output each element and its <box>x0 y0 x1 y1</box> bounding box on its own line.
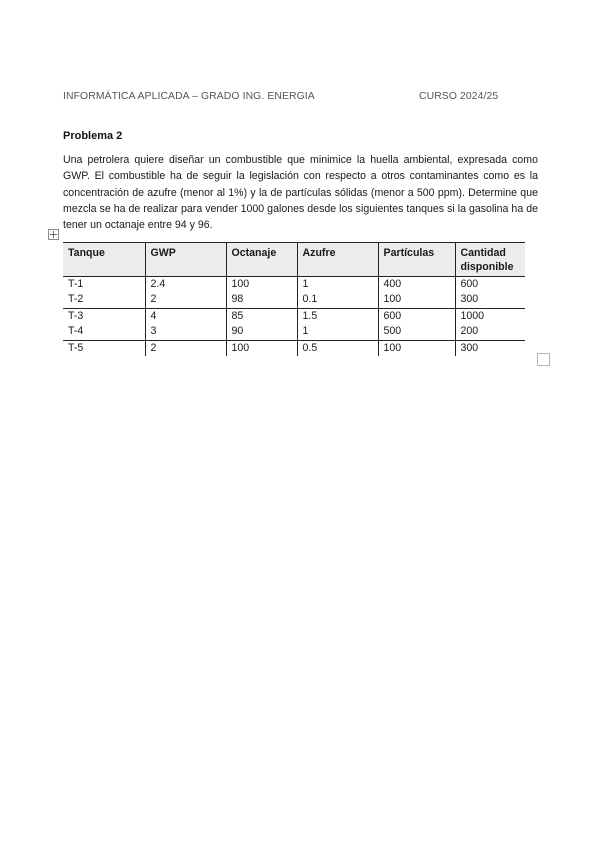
column-header-gwp: GWP <box>145 243 226 277</box>
header-course-title: INFORMÁTICA APLICADA – GRADO ING. ENERGIA <box>63 91 315 102</box>
table-row <box>63 277 525 293</box>
table-cell: 1000 <box>455 308 525 324</box>
table-move-handle-icon[interactable] <box>48 229 59 240</box>
header-course-year: CURSO 2024/25 <box>419 91 499 102</box>
problem-statement: Una petrolera quiere diseñar un combustible que minimice la huella ambiental, expresada como GWP. El combustible ha de seguir la legislación con respecto a otros contaminantes como es la concentración de azufre (menor al 1%) y la de partículas sólidas (menor a 500 ppm). Determine que mezcla se ha de realizar para vender 1000 galones desde los siguientes tanques si la gasolina ha de tener un octanaje entre 94 y 96. <box>63 154 538 232</box>
table-cell: 100 <box>226 277 297 293</box>
table-cell: T-1 <box>68 278 84 290</box>
column-header-azufre: Azufre <box>297 243 378 277</box>
table-cell: 2.4 <box>145 277 226 293</box>
table-cell: T-5 <box>63 340 145 356</box>
table-cell: T-4 <box>68 325 84 338</box>
tanks-table <box>63 242 525 356</box>
table-cell: 2 <box>145 292 226 308</box>
table-cell: 200 <box>455 324 525 340</box>
table-cell: 300 <box>455 292 525 308</box>
column-header-tanque: Tanque <box>63 243 145 277</box>
table-row <box>63 340 525 356</box>
problem-title: Problema 2 <box>63 130 123 142</box>
table-cell: 0.5 <box>297 340 378 356</box>
table-cell: T-3 <box>63 308 145 324</box>
column-header-cantidad: Cantidad disponible <box>455 243 525 277</box>
table-row <box>63 292 525 308</box>
table-cell: 500 <box>378 324 455 340</box>
page-header <box>63 91 533 102</box>
table-cell: 0.1 <box>297 292 378 308</box>
table-row <box>63 324 525 340</box>
table-cell: 400 <box>378 277 455 293</box>
column-header-particulas: Partículas <box>378 243 455 277</box>
table-cell: 3 <box>145 324 226 340</box>
table-cell: 1 <box>297 277 378 293</box>
table-cell: 90 <box>226 324 297 340</box>
table-row <box>63 308 525 324</box>
table-cell: 98 <box>226 292 297 308</box>
table-cell: T-2 <box>68 293 84 306</box>
table-cell: 1 <box>297 324 378 340</box>
table-cell: 2 <box>145 340 226 356</box>
table-header-row <box>63 243 525 277</box>
table-cell: 600 <box>455 277 525 293</box>
table-cell: 4 <box>145 308 226 324</box>
table-cell: 100 <box>378 292 455 308</box>
table-resize-handle[interactable] <box>537 353 550 366</box>
column-header-octanaje: Octanaje <box>226 243 297 277</box>
table-cell: 100 <box>378 340 455 356</box>
table-cell: 300 <box>455 340 525 356</box>
table-cell: 1.5 <box>297 308 378 324</box>
table-cell: 85 <box>226 308 297 324</box>
table-cell: 100 <box>226 340 297 356</box>
table-cell: 600 <box>378 308 455 324</box>
